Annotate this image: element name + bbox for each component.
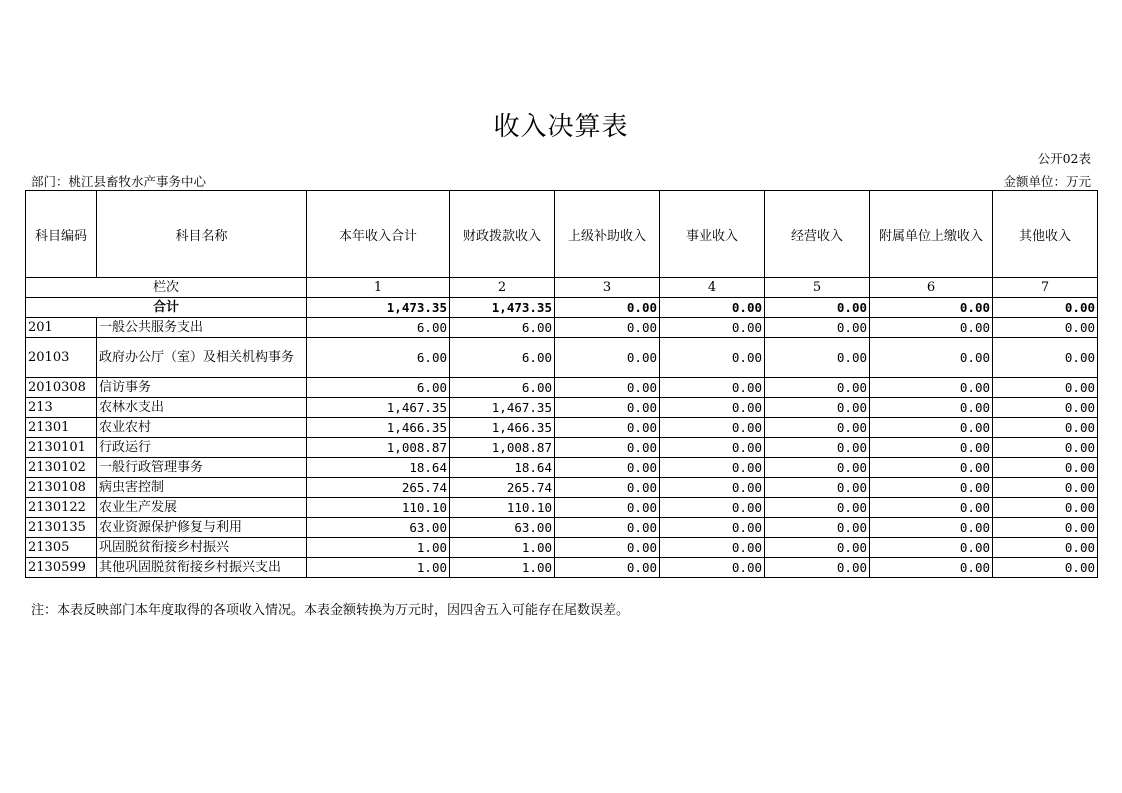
- row-amount: 0.00: [993, 338, 1098, 378]
- row-amount: 6.00: [307, 378, 450, 398]
- header-total-income: 本年收入合计: [307, 191, 450, 278]
- row-amount: 0.00: [660, 558, 765, 578]
- row-amount: 110.10: [450, 498, 555, 518]
- row-amount: 1,008.87: [307, 438, 450, 458]
- row-amount: 0.00: [660, 518, 765, 538]
- row-subject-name: 农业农村: [97, 418, 307, 438]
- row-amount: 0.00: [870, 558, 993, 578]
- row-amount: 0.00: [993, 398, 1098, 418]
- footnote: 注：本表反映部门本年度取得的各项收入情况。本表金额转换为万元时，因四舍五入可能存在尾数误差。: [31, 603, 630, 618]
- row-subject-code: 201: [26, 318, 97, 338]
- row-amount: 0.00: [660, 458, 765, 478]
- row-amount: 18.64: [450, 458, 555, 478]
- column-number: 7: [993, 278, 1098, 298]
- row-amount: 0.00: [765, 398, 870, 418]
- column-number: 6: [870, 278, 993, 298]
- table-row: [26, 318, 1098, 338]
- header-subject-code: 科目编码: [26, 191, 97, 278]
- income-statement-table: [25, 190, 1098, 578]
- row-amount: 0.00: [870, 498, 993, 518]
- table-row: [26, 398, 1098, 418]
- row-subject-code: 2130599: [26, 558, 97, 578]
- row-amount: 0.00: [870, 318, 993, 338]
- row-amount: 0.00: [660, 418, 765, 438]
- row-subject-name: 行政运行: [97, 438, 307, 458]
- table-body: [26, 278, 1098, 578]
- row-amount: 1.00: [450, 558, 555, 578]
- row-amount: 0.00: [870, 538, 993, 558]
- row-subject-name: 农业资源保护修复与利用: [97, 518, 307, 538]
- table-row: [26, 478, 1098, 498]
- row-subject-code: 2130108: [26, 478, 97, 498]
- row-subject-code: 21305: [26, 538, 97, 558]
- row-subject-code: 2130122: [26, 498, 97, 518]
- column-number: 5: [765, 278, 870, 298]
- row-amount: 0.00: [870, 378, 993, 398]
- row-amount: 0.00: [555, 458, 660, 478]
- row-amount: 0.00: [993, 438, 1098, 458]
- row-amount: 0.00: [555, 318, 660, 338]
- total-value: 0.00: [660, 298, 765, 318]
- column-number: 4: [660, 278, 765, 298]
- row-amount: 0.00: [555, 558, 660, 578]
- row-amount: 0.00: [660, 438, 765, 458]
- row-amount: 0.00: [993, 498, 1098, 518]
- form-number: 公开02表: [1037, 151, 1091, 166]
- row-amount: 0.00: [765, 378, 870, 398]
- row-amount: 0.00: [765, 558, 870, 578]
- row-amount: 0.00: [765, 458, 870, 478]
- column-number: 2: [450, 278, 555, 298]
- table-row: [26, 458, 1098, 478]
- row-amount: 0.00: [660, 338, 765, 378]
- row-amount: 0.00: [555, 418, 660, 438]
- row-amount: 0.00: [765, 498, 870, 518]
- row-subject-name: 农林水支出: [97, 398, 307, 418]
- row-amount: 0.00: [555, 338, 660, 378]
- row-amount: 0.00: [660, 378, 765, 398]
- row-amount: 0.00: [870, 418, 993, 438]
- table-row: [26, 538, 1098, 558]
- row-amount: 0.00: [870, 338, 993, 378]
- row-subject-name: 病虫害控制: [97, 478, 307, 498]
- row-amount: 0.00: [660, 318, 765, 338]
- total-value: 0.00: [555, 298, 660, 318]
- total-value: 0.00: [765, 298, 870, 318]
- row-amount: 0.00: [660, 398, 765, 418]
- row-amount: 265.74: [307, 478, 450, 498]
- header-business-income: 事业收入: [660, 191, 765, 278]
- row-amount: 0.00: [765, 538, 870, 558]
- row-amount: 0.00: [993, 478, 1098, 498]
- total-value: 0.00: [870, 298, 993, 318]
- column-number: 1: [307, 278, 450, 298]
- row-amount: 6.00: [450, 378, 555, 398]
- table-row: [26, 498, 1098, 518]
- row-subject-code: 213: [26, 398, 97, 418]
- table-row: [26, 558, 1098, 578]
- department-label: 部门：桃江县畜牧水产事务中心: [31, 174, 207, 189]
- table-row: [26, 418, 1098, 438]
- row-amount: 0.00: [993, 518, 1098, 538]
- row-subject-name: 一般行政管理事务: [97, 458, 307, 478]
- amount-unit-label: 金额单位：万元: [1003, 174, 1091, 189]
- row-amount: 0.00: [993, 558, 1098, 578]
- row-amount: 110.10: [307, 498, 450, 518]
- row-amount: 1,467.35: [450, 398, 555, 418]
- row-amount: 6.00: [450, 318, 555, 338]
- header-subject-name: 科目名称: [97, 191, 307, 278]
- total-row: [26, 298, 1098, 318]
- row-amount: 0.00: [660, 498, 765, 518]
- table-row: [26, 378, 1098, 398]
- total-label: 合计: [26, 298, 307, 318]
- header-other-income: 其他收入: [993, 191, 1098, 278]
- row-amount: 0.00: [993, 318, 1098, 338]
- row-amount: 1.00: [450, 538, 555, 558]
- table-row: [26, 518, 1098, 538]
- row-amount: 6.00: [450, 338, 555, 378]
- row-amount: 1,008.87: [450, 438, 555, 458]
- header-affiliated-remittance: 附属单位上缴收入: [870, 191, 993, 278]
- row-subject-name: 其他巩固脱贫衔接乡村振兴支出: [97, 558, 307, 578]
- row-amount: 1.00: [307, 538, 450, 558]
- row-subject-code: 2130101: [26, 438, 97, 458]
- row-amount: 0.00: [993, 538, 1098, 558]
- row-amount: 0.00: [870, 478, 993, 498]
- row-amount: 0.00: [555, 398, 660, 418]
- table-row: [26, 338, 1098, 378]
- row-amount: 0.00: [660, 478, 765, 498]
- row-amount: 0.00: [555, 518, 660, 538]
- page-title: 收入决算表: [493, 112, 629, 142]
- row-amount: 63.00: [450, 518, 555, 538]
- row-amount: 265.74: [450, 478, 555, 498]
- row-amount: 0.00: [765, 478, 870, 498]
- row-subject-code: 2130135: [26, 518, 97, 538]
- row-amount: 18.64: [307, 458, 450, 478]
- header-row: [26, 191, 1098, 278]
- row-amount: 0.00: [765, 518, 870, 538]
- row-amount: 0.00: [660, 538, 765, 558]
- row-amount: 0.00: [870, 398, 993, 418]
- row-amount: 1,467.35: [307, 398, 450, 418]
- column-label: 栏次: [26, 278, 307, 298]
- row-amount: 0.00: [870, 438, 993, 458]
- row-amount: 6.00: [307, 318, 450, 338]
- column-number-row: [26, 278, 1098, 298]
- row-amount: 6.00: [307, 338, 450, 378]
- header-superior-subsidy: 上级补助收入: [555, 191, 660, 278]
- total-value: 0.00: [993, 298, 1098, 318]
- row-amount: 0.00: [765, 338, 870, 378]
- row-subject-code: 2010308: [26, 378, 97, 398]
- row-amount: 1,466.35: [450, 418, 555, 438]
- row-amount: 0.00: [555, 378, 660, 398]
- total-value: 1,473.35: [307, 298, 450, 318]
- row-amount: 0.00: [765, 438, 870, 458]
- row-amount: 63.00: [307, 518, 450, 538]
- row-subject-code: 21301: [26, 418, 97, 438]
- header-fiscal-appropriation: 财政拨款收入: [450, 191, 555, 278]
- row-subject-code: 20103: [26, 338, 97, 378]
- row-amount: 0.00: [993, 418, 1098, 438]
- row-amount: 0.00: [555, 478, 660, 498]
- header-operating-income: 经营收入: [765, 191, 870, 278]
- row-amount: 0.00: [765, 318, 870, 338]
- row-amount: 0.00: [555, 498, 660, 518]
- row-subject-name: 政府办公厅（室）及相关机构事务: [97, 338, 307, 378]
- row-amount: 0.00: [555, 538, 660, 558]
- column-number: 3: [555, 278, 660, 298]
- row-amount: 0.00: [870, 458, 993, 478]
- row-amount: 0.00: [870, 518, 993, 538]
- row-amount: 0.00: [765, 418, 870, 438]
- row-subject-name: 巩固脱贫衔接乡村振兴: [97, 538, 307, 558]
- row-amount: 0.00: [555, 438, 660, 458]
- row-amount: 1,466.35: [307, 418, 450, 438]
- table-row: [26, 438, 1098, 458]
- row-subject-name: 一般公共服务支出: [97, 318, 307, 338]
- row-amount: 1.00: [307, 558, 450, 578]
- row-subject-code: 2130102: [26, 458, 97, 478]
- row-amount: 0.00: [993, 378, 1098, 398]
- row-subject-name: 信访事务: [97, 378, 307, 398]
- row-amount: 0.00: [993, 458, 1098, 478]
- total-value: 1,473.35: [450, 298, 555, 318]
- row-subject-name: 农业生产发展: [97, 498, 307, 518]
